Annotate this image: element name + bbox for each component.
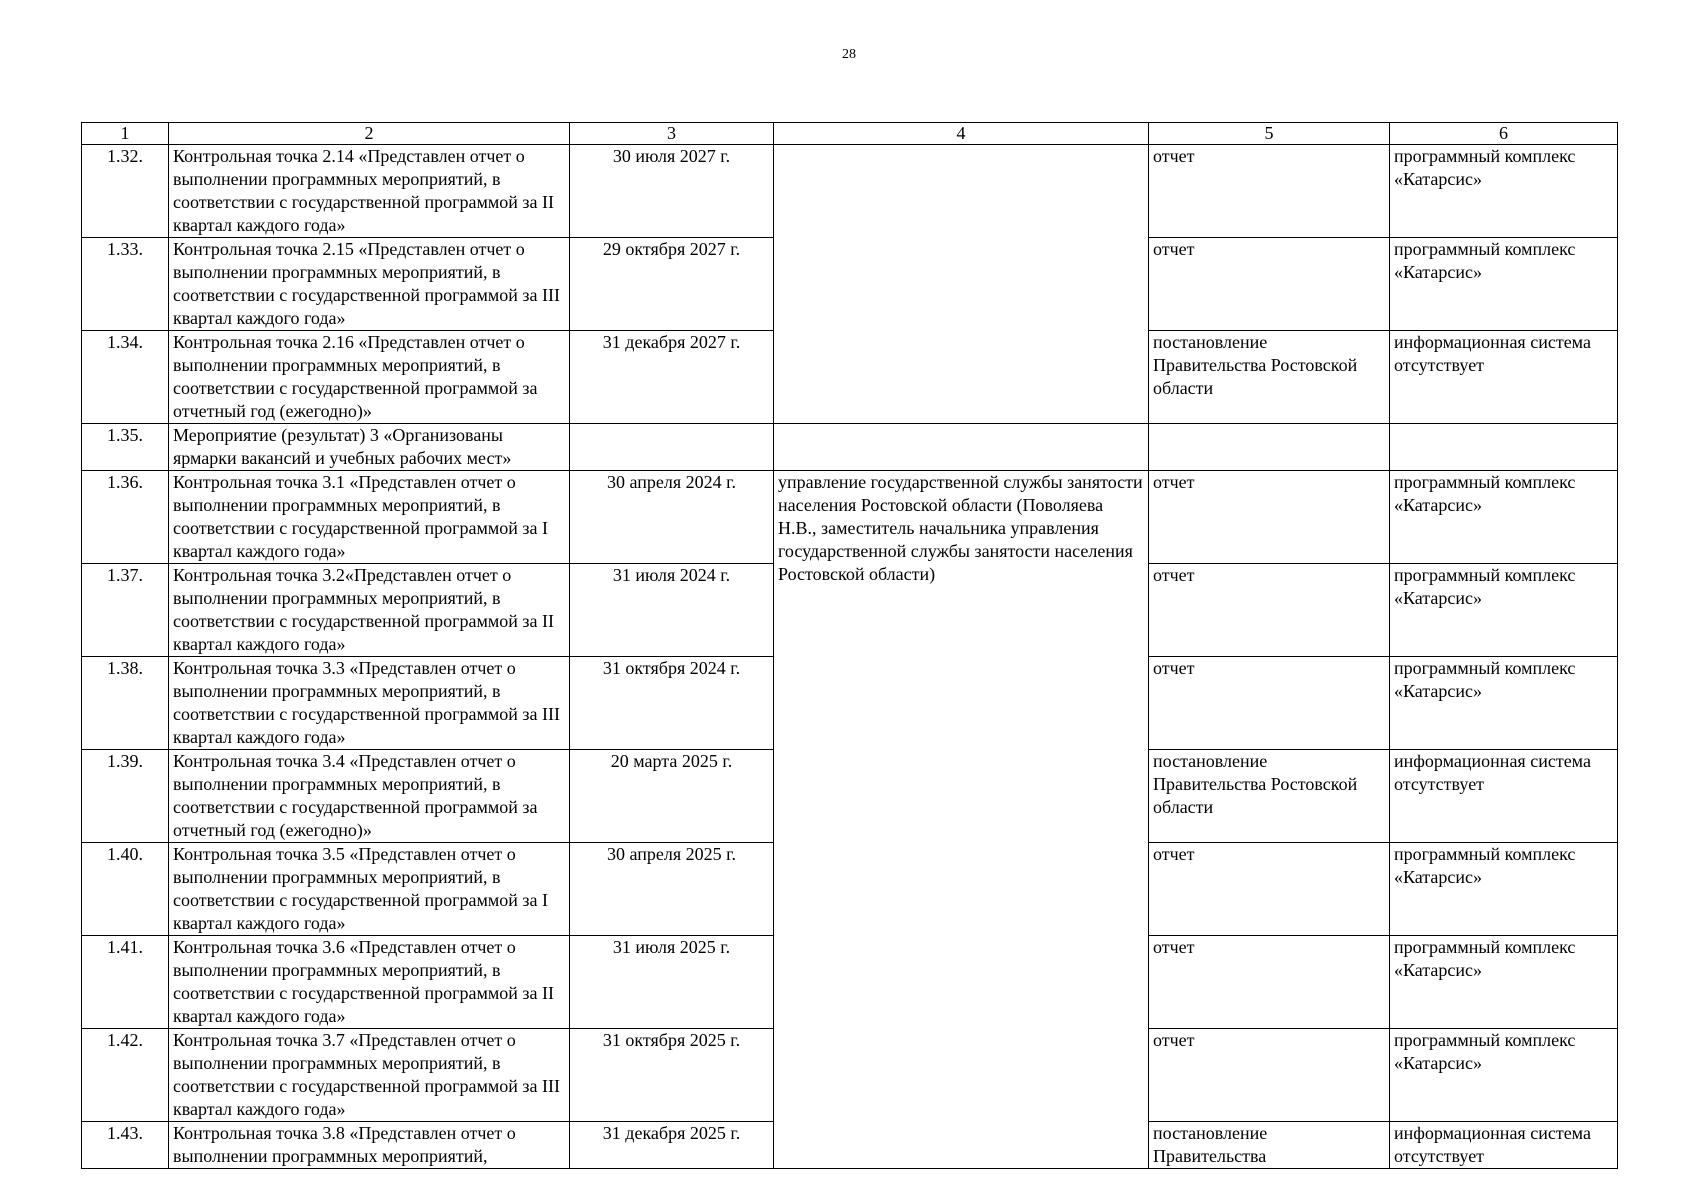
row-responsible <box>774 145 1149 424</box>
row-name: Контрольная точка 3.2«Представлен отчет о выполнении программных мероприятий, в соответствии с государственной программой за II квартал каждого года» <box>169 564 570 657</box>
row-number: 1.37. <box>82 564 169 657</box>
row-number: 1.41. <box>82 936 169 1029</box>
row-date: 30 июля 2027 г. <box>570 145 774 238</box>
row-name: Контрольная точка 2.15 «Представлен отчет о выполнении программных мероприятий, в соответствии с государственной программой за III квартал каждого года» <box>169 238 570 331</box>
row-name: Контрольная точка 3.1 «Представлен отчет о выполнении программных мероприятий, в соответствии с государственной программой за I квартал каждого года» <box>169 471 570 564</box>
column-header: 1 <box>82 123 169 145</box>
row-document: отчет <box>1149 238 1390 331</box>
row-system: программный комплекс «Катарсис» <box>1390 936 1618 1029</box>
row-number: 1.35. <box>82 424 169 471</box>
row-document: постановление Правительства <box>1149 1122 1390 1169</box>
row-number: 1.40. <box>82 843 169 936</box>
column-header: 5 <box>1149 123 1390 145</box>
row-name: Контрольная точка 3.8 «Представлен отчет о выполнении программных мероприятий, <box>169 1122 570 1169</box>
row-date: 30 апреля 2025 г. <box>570 843 774 936</box>
row-number: 1.33. <box>82 238 169 331</box>
row-system: программный комплекс «Катарсис» <box>1390 238 1618 331</box>
row-date <box>570 424 774 471</box>
row-responsible <box>774 424 1149 471</box>
row-name: Контрольная точка 3.4 «Представлен отчет о выполнении программных мероприятий, в соответствии с государственной программой за отчетный год (ежегодно)» <box>169 750 570 843</box>
row-system: программный комплекс «Катарсис» <box>1390 1029 1618 1122</box>
row-number: 1.34. <box>82 331 169 424</box>
page-number: 28 <box>842 47 856 62</box>
row-document: отчет <box>1149 564 1390 657</box>
row-number: 1.43. <box>82 1122 169 1169</box>
row-document: отчет <box>1149 936 1390 1029</box>
row-name: Контрольная точка 3.3 «Представлен отчет о выполнении программных мероприятий, в соответствии с государственной программой за III квартал каждого года» <box>169 657 570 750</box>
row-document: постановление Правительства Ростовской области <box>1149 331 1390 424</box>
row-number: 1.39. <box>82 750 169 843</box>
row-document: отчет <box>1149 843 1390 936</box>
row-name: Контрольная точка 2.14 «Представлен отчет о выполнении программных мероприятий, в соответствии с государственной программой за II квартал каждого года» <box>169 145 570 238</box>
column-header: 3 <box>570 123 774 145</box>
control-points-table <box>81 122 1618 1169</box>
column-header: 2 <box>169 123 570 145</box>
row-date: 31 июля 2024 г. <box>570 564 774 657</box>
row-date: 31 декабря 2025 г. <box>570 1122 774 1169</box>
row-name: Контрольная точка 2.16 «Представлен отчет о выполнении программных мероприятий, в соответствии с государственной программой за отчетный год (ежегодно)» <box>169 331 570 424</box>
row-system: информационная система отсутствует <box>1390 750 1618 843</box>
row-date: 31 октября 2024 г. <box>570 657 774 750</box>
row-document: отчет <box>1149 1029 1390 1122</box>
row-number: 1.32. <box>82 145 169 238</box>
row-date: 31 октября 2025 г. <box>570 1029 774 1122</box>
row-document: отчет <box>1149 471 1390 564</box>
row-document: постановление Правительства Ростовской области <box>1149 750 1390 843</box>
row-name: Контрольная точка 3.5 «Представлен отчет о выполнении программных мероприятий, в соответствии с государственной программой за I квартал каждого года» <box>169 843 570 936</box>
header-row <box>82 123 1618 145</box>
row-date: 20 марта 2025 г. <box>570 750 774 843</box>
row-system: информационная система отсутствует <box>1390 1122 1618 1169</box>
row-name: Контрольная точка 3.6 «Представлен отчет о выполнении программных мероприятий, в соответствии с государственной программой за II квартал каждого года» <box>169 936 570 1029</box>
row-document <box>1149 424 1390 471</box>
row-document: отчет <box>1149 145 1390 238</box>
row-number: 1.38. <box>82 657 169 750</box>
row-number: 1.36. <box>82 471 169 564</box>
row-system: информационная система отсутствует <box>1390 331 1618 424</box>
row-system: программный комплекс «Катарсис» <box>1390 564 1618 657</box>
table-row <box>82 471 1618 564</box>
row-system: программный комплекс «Катарсис» <box>1390 843 1618 936</box>
row-document: отчет <box>1149 657 1390 750</box>
table-row <box>82 424 1618 471</box>
row-name: Мероприятие (результат) 3 «Организованы ярмарки вакансий и учебных рабочих мест» <box>169 424 570 471</box>
row-system: программный комплекс «Катарсис» <box>1390 471 1618 564</box>
row-date: 31 декабря 2027 г. <box>570 331 774 424</box>
row-date: 31 июля 2025 г. <box>570 936 774 1029</box>
row-system: программный комплекс «Катарсис» <box>1390 657 1618 750</box>
row-system <box>1390 424 1618 471</box>
table-header <box>82 123 1618 145</box>
row-date: 29 октября 2027 г. <box>570 238 774 331</box>
row-date: 30 апреля 2024 г. <box>570 471 774 564</box>
table-row <box>82 145 1618 238</box>
row-name: Контрольная точка 3.7 «Представлен отчет о выполнении программных мероприятий, в соответствии с государственной программой за III квартал каждого года» <box>169 1029 570 1122</box>
row-system: программный комплекс «Катарсис» <box>1390 145 1618 238</box>
column-header: 4 <box>774 123 1149 145</box>
column-header: 6 <box>1390 123 1618 145</box>
row-number: 1.42. <box>82 1029 169 1122</box>
row-responsible: управление государственной службы занятости населения Ростовской области (Поволяева Н.В., заместитель начальника управления государственной службы занятости населения Ростовской области) <box>774 471 1149 1169</box>
